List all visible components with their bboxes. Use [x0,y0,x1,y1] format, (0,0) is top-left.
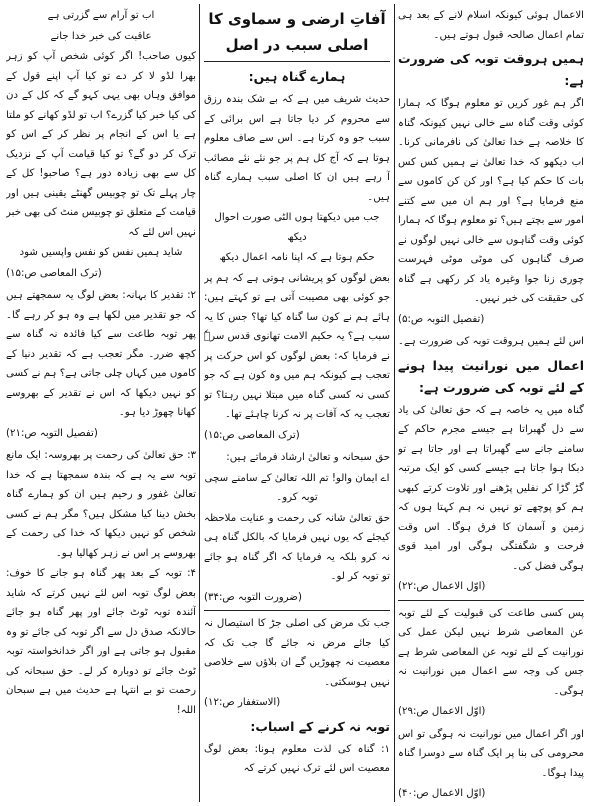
column-middle [204,6,390,800]
verse-line: شاید ہمیں نفس کو نفس واپسیں شود [19,247,183,258]
paragraph: بعض لوگوں کو پریشانی ہوتی ہے کہ ہم پر جو کوئی بھی مصیبت آتی ہے تو کہتے ہیں: ہائے ہم نے کون سا گناہ کیا تھا؟ جس کا یہ سبب ہے؟ یہ حکیم الامت تھانوی قدس سرہٗ نے فرمایا کہ: بعض لوگوں کو اس حرکت پر تعجب ہے کیونکہ ہم میں وہ کون ہے کہ جو کسی نہ کسی گناہ میں مبتلا نہیں رہتا؟ تو تعجب یہ کہ آفات پر نہ کرنا چاہئے تھا۔ [204,272,390,420]
reference-citation: (اوّل الاعمال ص:۲۹) [398,706,486,717]
paragraph: اور اگر اعمال میں نورانیت نہ ہوگی تو اس محرومی کی بنا پر ایک گناہ سے دوسرا گناہ پیدا ہوگا۔ [398,728,584,779]
verse-line: جب میں دیکھتا ہوں الٹی صورت احوال دیکھ [214,212,380,243]
paragraph: حق سبحانہ و تعالیٰ ارشاد فرماتے ہیں: [226,452,390,463]
verse-line: عاقبت کی خبر خدا جانے [50,30,152,42]
paragraph: حدیث شریف میں ہے کہ بے شک بندہ رزق سے محروم کر دیا جاتا ہے اس برائی کے سبب جو وہ کرتا ہے۔ اس سے صاف معلوم ہوتا ہے کہ آج کل ہم پر جو نئے نئے مصائب آ رہے ہیں ان کا اصلی سبب ہمارے گناہ ہیں۔ [204,94,390,203]
paragraph: حق تعالیٰ شانہ کی رحمت و عنایت ملاحظہ کیجئے کہ یوں نہیں فرمایا کہ بالکل گناہ ہی نہ کرو بلکہ یہ فرمایا کہ اگر گناہ ہو جائے تو توبہ کر لو۔ [204,512,390,582]
reference-citation: (ضرورت التوبہ ص:۳۴) [204,591,302,603]
reference-citation: (اوّل الاعمال ص:۴۰) [398,788,486,799]
paragraph: اس لئے ہمیں ہروقت توبہ کی ضرورت ہے۔ [398,336,584,347]
paragraph: کیوں صاحب! اگر کوئی شخص آپ کو زہر بھرا لڈو لا کر دے تو کیا آپ اپنے قول کے موافق وہاں بھی یہی کہو گے کہ کل کے دن کی کیا خبر کیا گزرے؟ اب تو لڈو کھانے کو ملتا ہے یا اس کے انجام پر نظر کر کے اس کو ترک کر دو گے؟ تو کیا قیامت آپ کے نزدیک کل سے بھی زیادہ دور ہے؟ صاحبو! کل کے چار پہلے تک تو چوبیس گھنٹے یقینی ہیں اور قیامت کے متعلق تو چوبیس منٹ کی بھی خبر نہیں اس لئے کہ [6,51,196,238]
verse-line: حکم ہوتا ہے کہ اپنا نامہ اعمال دیکھ [219,252,375,263]
reference-citation: (اوّل الاعمال ص:۲۲) [398,581,486,592]
separator-line [204,610,390,611]
reference-citation: (الاستغفار ص:۱۲) [204,697,281,708]
column-right [398,6,584,800]
reference-citation: (ترک المعاصی ص:۱۵) [204,429,300,441]
paragraph: ۱: گناہ کی لذت معلوم ہونا: بعض لوگ معصیت اس لئے ترک نہیں کرتے کہ [204,743,390,774]
paragraph: ۲: تقدیر کا بہانہ: بعض لوگ یہ سمجھتے ہیں کہ جو تقدیر میں لکھا ہے وہ ہو کر رہے گا۔ پھر توبہ طاعت سے کیا فائدہ نہ گناہ سے کچھ ضرر۔ مگر تعجب ہے کہ تقدیر دنیا کے کاموں میں کہاں چلی جاتی ہے؟ ہم نے کسی کو نہیں دیکھا کہ اس نے تقدیر کے بھروسے کھانا چھوڑ دیا ہو۔ [6,290,196,418]
separator-line [398,600,584,601]
paragraph: ۳: حق تعالیٰ کی رحمت پر بھروسہ: ایک مانع توبہ سے یہ ہے کہ بندہ سمجھتا ہے کہ خدا تعالیٰ غفور و رحیم ہیں ان کو ہمارے گناہ بخش دینا کیا مشکل ہیں؟ مگر ہم نے کسی شخص کو نہیں دیکھا کہ خدا کی رحمت کے بھروسے پر اس نے زہر کھالیا ہو۔ [6,450,196,559]
paragraph: الاعمال ہوئی کیونکہ اسلام لانے کے بعد ہی تمام اعمال صالحہ قبول ہوتے ہیں۔ [398,10,584,41]
column-divider-left [199,4,200,802]
reference-citation: (ترک المعاصی ص:۱۵) [6,267,102,279]
section-heading: ہمیں ہروقت توبہ کی ضرورت ہے: [398,51,584,88]
paragraph: ۴: توبہ کے بعد پھر گناہ ہو جانے کا خوف: بعض لوگ توبہ اس لئے نہیں کرتے کہ شاید آئندہ توبہ ٹوٹ جائے اور پھر گناہ ہو جائے حالانکہ صدق دل سے اگر توبہ کی جائے تو وہ مقبول ہو جاتی ہے اور اگر خدانخواستہ توبہ ٹوٹ جائے تو دوبارہ کر لے۔ حق سبحانہ کی رحمت تو بے انتہا ہے حدیث میں ہے سبحان اللہ! [6,568,196,716]
reference-citation: (تفصیل التوبہ ص:۵) [398,313,485,325]
article-title: آفاتِ ارضی و سماوی کا اصلی سبب در اصل [204,6,390,62]
section-heading: ہمارے گناہ ہیں: [248,69,346,84]
section-heading: توبہ نہ کرنے کے اسباب: [250,718,390,734]
verse-line: اے ایمان والو! تم اللہ تعالیٰ کے سامنے سچی توبہ کرو۔ [204,472,390,503]
paragraph: اگر ہم غور کریں تو معلوم ہوگا کہ ہمارا کوئی وقت گناہ سے خالی نہیں کیونکہ گناہ کا خلاصہ ہے خدا تعالیٰ کی نافرمانی کرنا۔ اب دیکھو کہ خدا تعالیٰ نے ہمیں کس کس بات کا حکم کیا ہے؟ اور کن کن کاموں سے منع فرمایا ہے؟ اور ہم ان میں سے کتنے امور سے بچتے ہیں؟ تو معلوم ہوگا کہ ہمارا کوئی وقت گناہوں سے خالی نہیں لوگوں نے صرف گناہوں کی موٹی موٹی فہرست چوری زنا جوا وغیرہ یاد کر رکھی ہے گناہ کی حقیقت کی خبر نہیں۔ [398,98,584,304]
reference-citation: (تفصیل التوبہ ص:۲۱) [6,427,98,439]
verse-line: اب تو آرام سے گزرتی ہے [47,10,155,21]
paragraph: پس کسی طاعت کی قبولیت کے لئے توبہ عن المعاصی شرط نہیں لیکن عمل کی نورانیت کے لئے توبہ عن المعاصی شرط ہے جس کی وجہ سے اعمال میں نورانیت نہ ہوگی۔ [398,607,584,697]
column-divider-right [394,4,395,802]
column-left [6,6,196,800]
paragraph: گناہ میں یہ خاصہ ہے کہ حق تعالیٰ کی یاد سے دل گھبراتا ہے جیسے مجرم حاکم کے سامنے جانے سے گھبراتا ہے اور جاتا ہے تو دبکا ہوا جاتا ہے جیسے کسی کو ایک مرتبہ گڑ گڑا کر نفلیں پڑھنے اور تلاوت کرتے کبھی ہم کو پوچھے تو نہیں نہ ہم کہتا ہوں کہ زمین و آسمان کا فرق ہوگا۔ اس وقت فرحت و شگفتگی ہوگی اور امید قوی ہوگی فضل کی۔ [398,404,584,572]
paragraph: جب تک مرض کی اصلی جڑ کا استیصال نہ کیا جائے مرض نہ جائے گا جب تک کہ معصیت نہ چھوڑیں گے ان بلاؤں سے خلاصی نہیں ہوسکتی۔ [204,618,390,688]
section-heading: اعمال میں نورانیت پیدا ہونے کے لئے توبہ کی ضرورت ہے: [398,357,584,395]
